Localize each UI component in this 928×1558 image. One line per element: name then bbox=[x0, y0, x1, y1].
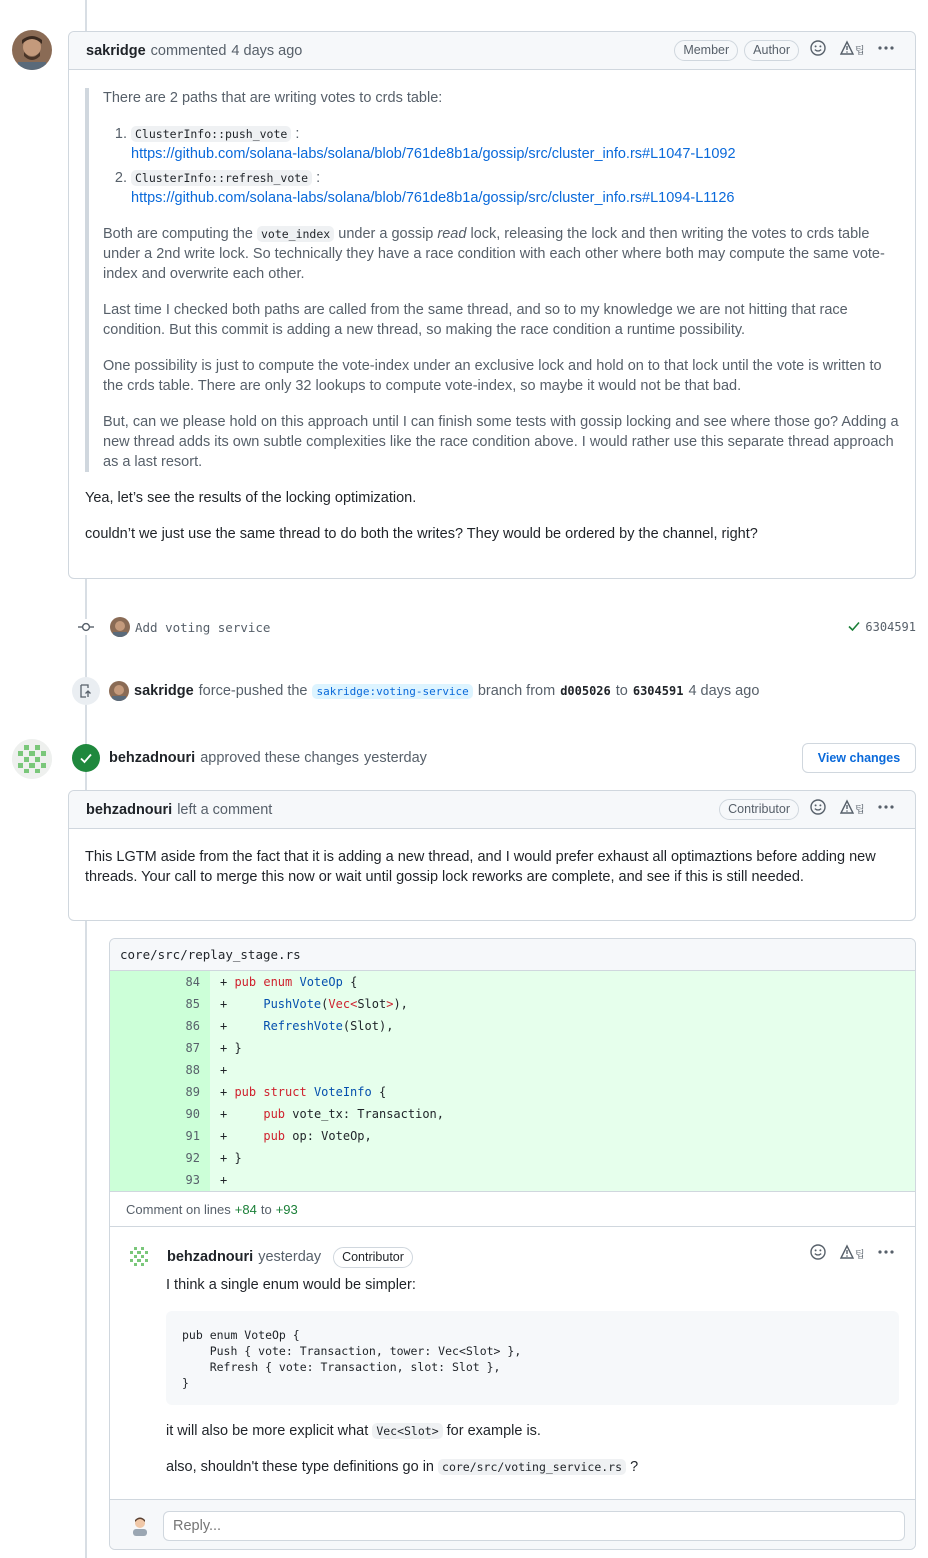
text: ? bbox=[630, 1459, 639, 1475]
kebab-menu-icon[interactable] bbox=[873, 1244, 899, 1265]
quote-paragraph bbox=[103, 224, 899, 284]
inline-comment-header bbox=[126, 1245, 899, 1269]
review-time[interactable]: yesterday bbox=[364, 750, 427, 766]
inline-code: ClusterInfo::refresh_vote bbox=[131, 170, 312, 186]
inline-code: Vec<Slot> bbox=[372, 1423, 442, 1439]
comment-sakridge bbox=[68, 31, 916, 579]
force-push-icon bbox=[72, 677, 100, 705]
to-line: +93 bbox=[275, 1201, 298, 1217]
line-number[interactable]: 84 bbox=[110, 971, 210, 993]
svg-text:팁: 팁 bbox=[855, 1249, 865, 1260]
smiley-icon[interactable] bbox=[805, 1244, 831, 1265]
commit-status bbox=[847, 619, 916, 636]
inline-comment-author[interactable]: behzadnouri bbox=[167, 1249, 254, 1265]
commit-message[interactable]: Add voting service bbox=[135, 619, 271, 635]
comment-author[interactable]: sakridge bbox=[86, 42, 146, 59]
comment-header bbox=[69, 791, 915, 829]
diff-line: 87 + } bbox=[110, 1037, 915, 1059]
translate-icon[interactable] bbox=[837, 1244, 867, 1265]
comment-body bbox=[69, 829, 915, 903]
quote-intro: There are 2 paths that are writing votes to crds table: bbox=[103, 90, 443, 106]
author-badge: Author bbox=[744, 40, 799, 61]
svg-text:팁: 팁 bbox=[855, 805, 865, 815]
contributor-badge: Contributor bbox=[719, 799, 799, 820]
contributor-badge: Contributor bbox=[333, 1247, 413, 1268]
line-number[interactable]: 92 bbox=[110, 1147, 210, 1169]
diff-line: 89 + pub struct VoteInfo { bbox=[110, 1081, 915, 1103]
translate-icon[interactable] bbox=[837, 799, 867, 820]
comment-text: This LGTM aside from the fact that it is adding a new thread, and I would prefer exhaust all optimaztions before adding new threads. Your call to merge this now or wait until gossip lock reworks are complete, and see if this is still needed. bbox=[85, 849, 876, 885]
commit-icon bbox=[76, 619, 96, 635]
diff-line: 91 + pub op: VoteOp, bbox=[110, 1125, 915, 1147]
check-icon bbox=[847, 619, 861, 636]
line-number[interactable]: 88 bbox=[110, 1059, 210, 1081]
current-user-avatar[interactable] bbox=[130, 1516, 150, 1536]
comment-on-lines bbox=[110, 1191, 915, 1227]
reply-paragraph: couldn’t we just use the same thread to do both the writes? They would be ordered by the channel, right? bbox=[85, 526, 758, 542]
quote-paragraph: Last time I checked both paths are called from the same thread, and so to my knowledge we are not hitting that race condition. But this commit is adding a new thread, so making the race condition a runtime possibility. bbox=[103, 302, 848, 338]
commit-sha[interactable]: 6304591 bbox=[865, 620, 916, 634]
force-push-event bbox=[72, 677, 759, 705]
reply-input[interactable] bbox=[163, 1511, 905, 1541]
list-item: 1. ClusterInfo::push_vote : https://github.com/solana-labs/solana/blob/761de8b1a/gossip/src/cluster_info.rs#L1047-L1092 bbox=[131, 124, 899, 164]
reply-row bbox=[110, 1499, 915, 1550]
inline-code: ClusterInfo::push_vote bbox=[131, 126, 291, 142]
emphasis: read bbox=[437, 226, 467, 242]
diff-line: 93 + bbox=[110, 1169, 915, 1191]
line-number[interactable]: 90 bbox=[110, 1103, 210, 1125]
line-number[interactable]: 85 bbox=[110, 993, 210, 1015]
force-push-time[interactable]: 4 days ago bbox=[688, 683, 760, 699]
review-comment bbox=[68, 790, 916, 921]
line-number[interactable]: 87 bbox=[110, 1037, 210, 1059]
approved-check-icon bbox=[72, 744, 100, 772]
source-link[interactable]: https://github.com/solana-labs/solana/blob/761de8b1a/gossip/src/cluster_info.rs#L1047-L1092 bbox=[131, 146, 736, 162]
commit-row bbox=[76, 616, 916, 638]
review-author[interactable]: behzadnouri bbox=[109, 750, 196, 766]
comment-header bbox=[69, 32, 915, 70]
inline-comment-body bbox=[166, 1275, 899, 1477]
force-push-text: to bbox=[615, 683, 628, 699]
review-event bbox=[72, 742, 427, 774]
quote-paragraph: One possibility is just to compute the vote-index under an exclusive lock and hold on to that lock until the vote is written to the crds table. There are only 32 lookups to compute vote-index, so maybe it would not be that bad. bbox=[103, 358, 882, 394]
code-block: pub enum VoteOp { Push { vote: Transaction, tower: Vec<Slot> }, Refresh { vote: Transaction, slot: Slot }, } bbox=[166, 1311, 899, 1405]
diff-lines bbox=[110, 971, 915, 1191]
comment-action: commented bbox=[150, 42, 227, 59]
quote-paragraph: But, can we please hold on this approach until I can finish some tests with gossip locking and see where those go? Adding a new thread adds its own subtle complexities like the race condition above. I would rather use this separate thread approach as a last resort. bbox=[103, 414, 899, 470]
review-action: approved these changes bbox=[200, 750, 360, 766]
kebab-menu-icon[interactable] bbox=[873, 799, 899, 820]
branch-label[interactable]: sakridge:voting-service bbox=[312, 684, 472, 699]
line-number[interactable]: 89 bbox=[110, 1081, 210, 1103]
line-number[interactable]: 93 bbox=[110, 1169, 210, 1191]
comment-author[interactable]: behzadnouri bbox=[86, 801, 173, 818]
quoted-reply bbox=[85, 88, 899, 472]
smiley-icon[interactable] bbox=[805, 799, 831, 820]
sakridge-avatar-small[interactable] bbox=[110, 617, 130, 637]
inline-comment bbox=[110, 1227, 915, 1477]
text: Both are computing the bbox=[103, 226, 253, 242]
text: also, shouldn't these type definitions go in bbox=[166, 1459, 434, 1475]
text: for example is. bbox=[446, 1423, 541, 1439]
text: under a gossip bbox=[338, 226, 434, 242]
sakridge-avatar[interactable] bbox=[12, 30, 52, 70]
diff-line: 85 + PushVote(Vec<Slot>), bbox=[110, 993, 915, 1015]
smiley-icon[interactable] bbox=[805, 40, 831, 61]
comment-text: I think a single enum would be simpler: bbox=[166, 1277, 416, 1293]
reply-paragraph: Yea, let’s see the results of the locking optimization. bbox=[85, 490, 417, 506]
force-push-text: force-pushed the bbox=[198, 683, 308, 699]
kebab-menu-icon[interactable] bbox=[873, 40, 899, 61]
diff-line: 90 + pub vote_tx: Transaction, bbox=[110, 1103, 915, 1125]
line-number[interactable]: 91 bbox=[110, 1125, 210, 1147]
text: it will also be more explicit what bbox=[166, 1423, 369, 1439]
diff-file-header bbox=[110, 939, 915, 971]
inline-comment-time[interactable]: yesterday bbox=[258, 1249, 322, 1265]
text: Comment on lines bbox=[126, 1201, 231, 1217]
view-changes-button[interactable]: View changes bbox=[802, 743, 916, 773]
diff-file-path[interactable]: core/src/replay_stage.rs bbox=[120, 947, 301, 962]
behzadnouri-avatar-small[interactable] bbox=[126, 1244, 152, 1270]
behzadnouri-avatar[interactable] bbox=[12, 739, 52, 779]
text: lock, releasing the lock and then writing the votes to crds table under a 2nd write lock. So technically they have a race condition with each other where both may compute the same vote-index and overwrite each other. bbox=[103, 226, 885, 282]
to-sha[interactable]: 6304591 bbox=[632, 684, 684, 698]
member-badge: Member bbox=[674, 40, 738, 61]
diff-line: 88 + bbox=[110, 1059, 915, 1081]
force-push-author[interactable]: sakridge bbox=[134, 683, 194, 699]
diff-line: 92 + } bbox=[110, 1147, 915, 1169]
comment-text bbox=[166, 1421, 899, 1441]
diff-line: 84 + pub enum VoteOp { bbox=[110, 971, 915, 993]
text: to bbox=[260, 1201, 272, 1217]
comment-text bbox=[166, 1457, 899, 1477]
comment-body bbox=[69, 70, 915, 560]
list-item: 2. ClusterInfo::refresh_vote : https://github.com/solana-labs/solana/blob/761de8b1a/gossip/src/cluster_info.rs#L1094-L1126 bbox=[131, 168, 899, 208]
paths-list bbox=[103, 124, 899, 208]
force-push-text: branch from bbox=[477, 683, 556, 699]
translate-icon[interactable] bbox=[837, 40, 867, 61]
inline-code: vote_index bbox=[257, 226, 334, 242]
line-number[interactable]: 86 bbox=[110, 1015, 210, 1037]
comment-time[interactable]: 4 days ago bbox=[231, 42, 303, 59]
from-line: +84 bbox=[234, 1201, 257, 1217]
inline-code: core/src/voting_service.rs bbox=[438, 1459, 626, 1475]
sakridge-avatar-small[interactable] bbox=[109, 681, 129, 701]
from-sha[interactable]: d005026 bbox=[560, 684, 611, 698]
diff-line: 86 + RefreshVote(Slot), bbox=[110, 1015, 915, 1037]
svg-text:팁: 팁 bbox=[855, 46, 865, 56]
source-link[interactable]: https://github.com/solana-labs/solana/blob/761de8b1a/gossip/src/cluster_info.rs#L1094-L1126 bbox=[131, 190, 735, 206]
comment-action: left a comment bbox=[177, 801, 273, 818]
review-thread bbox=[109, 938, 916, 1550]
